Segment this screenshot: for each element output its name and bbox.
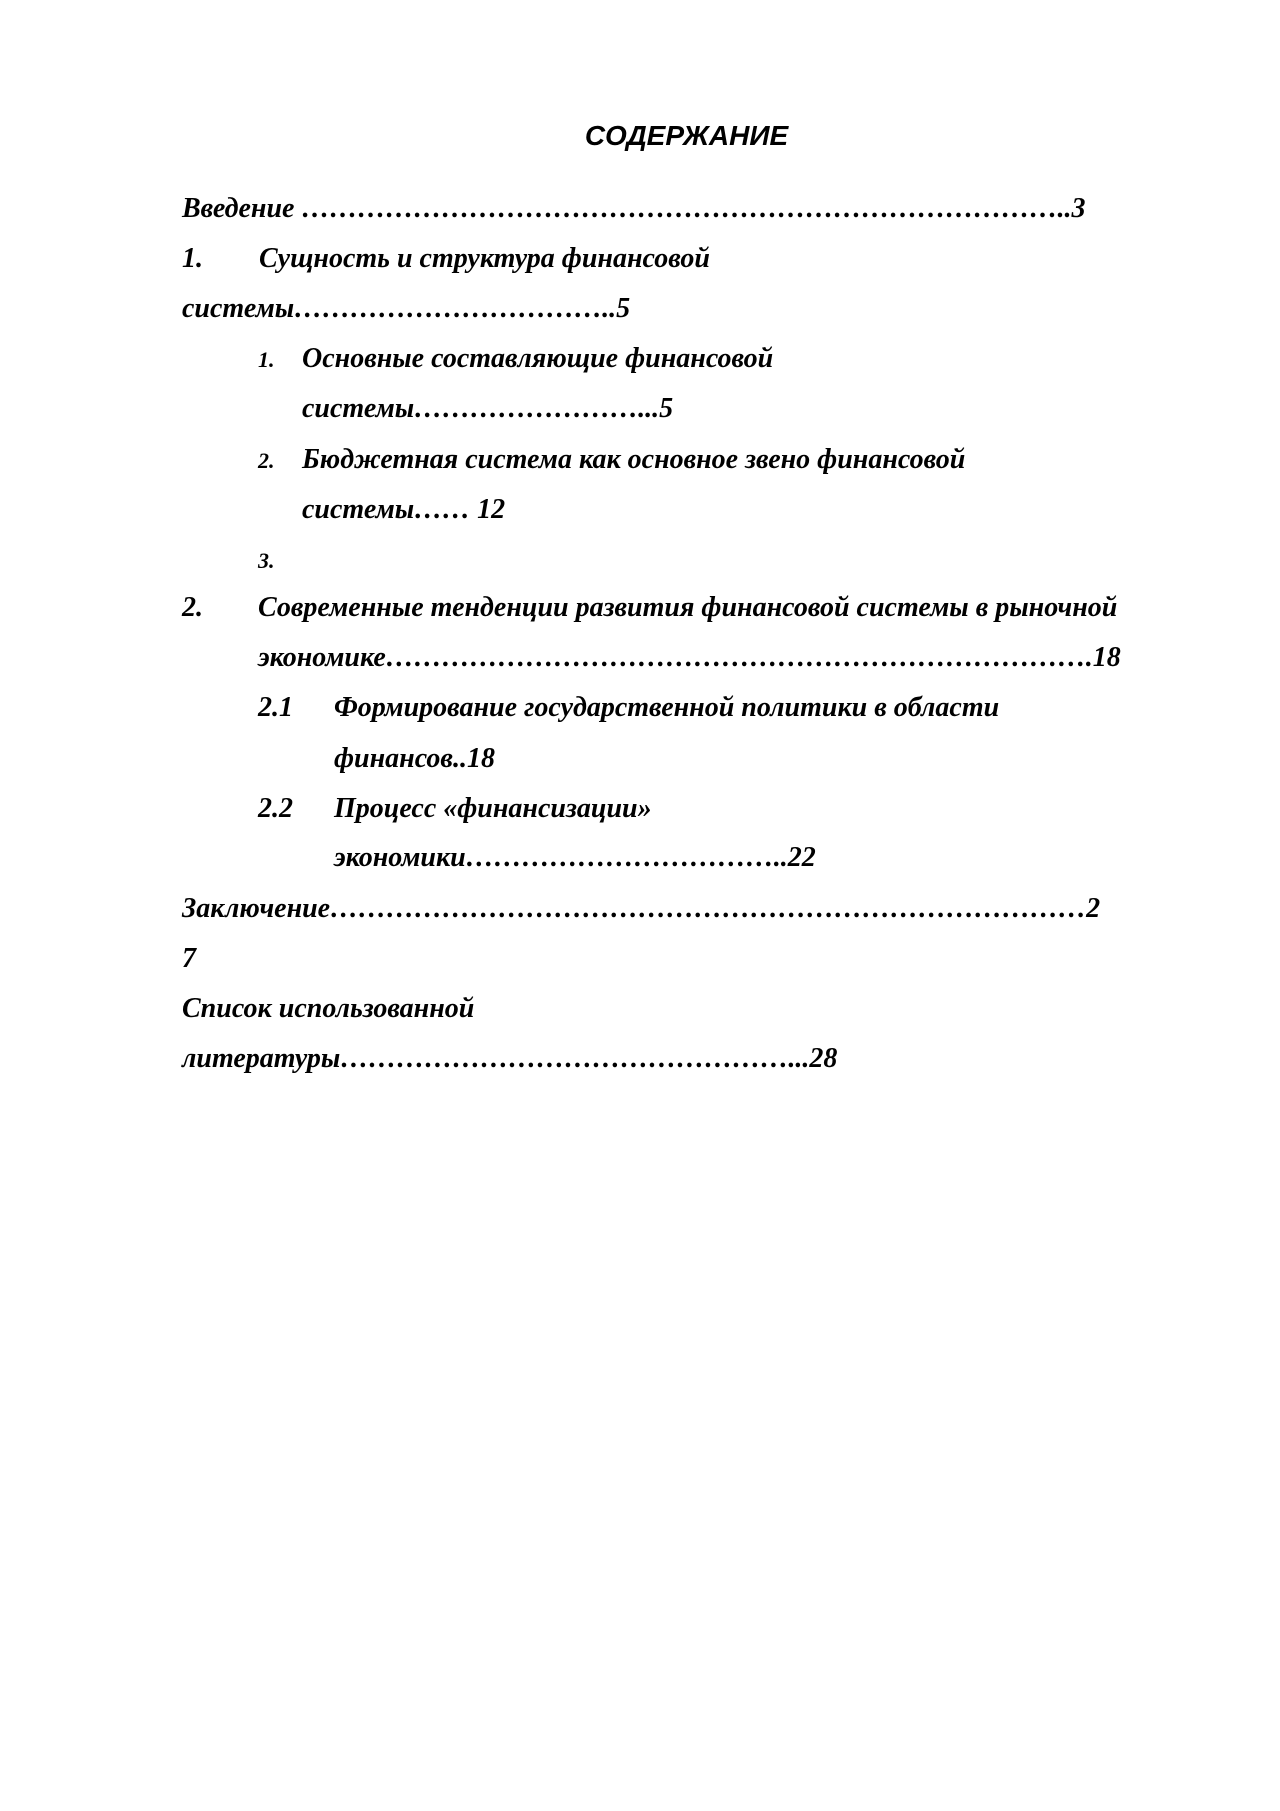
toc-section-1-3-number: 3.: [258, 548, 275, 573]
toc-section-2-1-number: 2.1: [258, 692, 293, 723]
toc-section-1-2-title: Бюджетная система как основное звено финансовой: [302, 444, 966, 475]
toc-section-2-1-title: Формирование государственной политики в области: [334, 692, 1000, 723]
toc-section-1-1-number: 1.: [258, 347, 275, 372]
toc-references: Список использованной: [182, 993, 475, 1024]
toc-section-1-1-continuation: системы……………………...5: [302, 393, 674, 424]
toc-intro: Введение ………………………………………………………………………..3: [182, 193, 1086, 224]
toc-chapter-1-continuation: системы……………………………..5: [182, 293, 631, 324]
toc-section-2-2-continuation: экономики……………………………..22: [334, 842, 816, 873]
toc-section-1-2-continuation: системы…… 12: [302, 494, 506, 525]
toc-section-2-2-title: Процесс «финансизации»: [334, 793, 652, 824]
toc-chapter-1-number: 1.: [182, 243, 203, 274]
toc-conclusion: Заключение………………………………………………………………………2: [182, 893, 1101, 924]
toc-chapter-2-number: 2.: [182, 592, 203, 623]
toc-chapter-2-continuation: экономике………………………………………………………………….18: [258, 642, 1121, 673]
toc-section-2-1-continuation: финансов..18: [334, 743, 495, 774]
toc-section-1-1-title: Основные составляющие финансовой: [302, 343, 774, 374]
toc-section-1-2-number: 2.: [258, 448, 275, 473]
toc-references-continuation: литературы…………………………………………...28: [182, 1043, 838, 1074]
toc-section-2-2-number: 2.2: [258, 793, 293, 824]
toc-chapter-2-title: Современные тенденции развития финансовой системы в рыночной: [258, 592, 1118, 623]
toc-chapter-1-title: Сущность и структура финансовой: [259, 243, 710, 274]
toc-conclusion-page-continuation: 7: [182, 943, 196, 974]
page-title: СОДЕРЖАНИЕ: [584, 120, 789, 151]
